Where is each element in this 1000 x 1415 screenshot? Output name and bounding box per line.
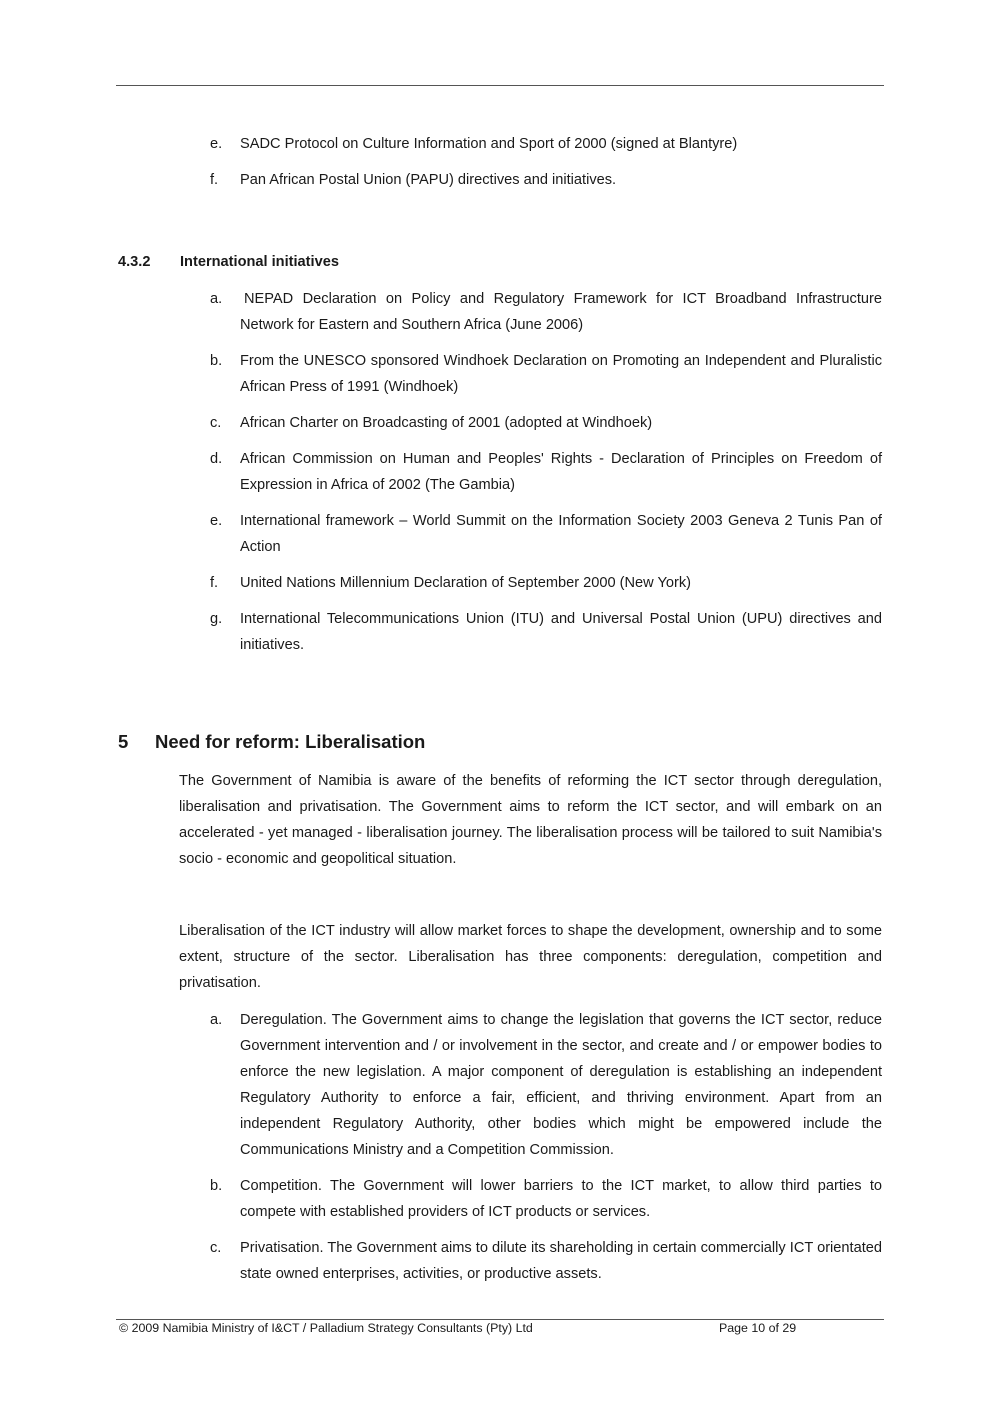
list-text: Privatisation. The Government aims to dilute its shareholding in certain commercially ICT orientated state owned enterprises, activities, or productive assets.	[240, 1240, 882, 1282]
list-top	[0, 131, 1000, 193]
list-marker: e.	[210, 513, 223, 529]
section-title: International initiatives	[180, 254, 339, 270]
list-item	[0, 508, 882, 560]
list-text: Deregulation. The Government aims to change the legislation that governs the ICT sector, reduce Government intervention and / or involvement in the sector, and create and / or empower bodies to enforce the new legislation. A major component of deregulation is establishing an independent Regulatory Authority to enforce a fair, efficient, and thriving environment. Apart from an independent Regulatory Authority, other bodies which might be empowered include the Communications Ministry and a Competition Commission.	[240, 1012, 882, 1158]
list-marker: a.	[210, 291, 223, 307]
footer-copyright: © 2009 Namibia Ministry of I&CT / Palladium Strategy Consultants (Pty) Ltd	[119, 1321, 533, 1335]
list-liberalisation-components	[0, 1007, 1000, 1287]
list-marker: c.	[210, 1240, 222, 1256]
section-number: 5	[118, 731, 129, 752]
list-text: International framework – World Summit on the Information Society 2003 Geneva 2 Tunis Pan of Action	[240, 513, 882, 555]
paragraph: Liberalisation of the ICT industry will allow market forces to shape the development, ownership and to some extent, structure of the sector. Liberalisation has three components: deregulation, competition and privatisation.	[179, 923, 882, 991]
list-item	[0, 1235, 882, 1287]
footer-rule	[116, 1319, 884, 1320]
list-text: NEPAD Declaration on Policy and Regulatory Framework for ICT Broadband Infrastructure Network for Eastern and Southern Africa (June 2006)	[240, 291, 882, 333]
list-text: Competition. The Government will lower barriers to the ICT market, to allow third parties to compete with established providers of ICT products or services.	[240, 1178, 882, 1220]
list-text: African Commission on Human and Peoples' Rights - Declaration of Principles on Freedom of Expression in Africa of 2002 (The Gambia)	[240, 451, 882, 493]
list-item	[0, 410, 882, 436]
header-rule	[116, 85, 884, 86]
list-text: United Nations Millennium Declaration of September 2000 (New York)	[240, 575, 692, 591]
list-marker: g.	[210, 611, 223, 627]
list-text: From the UNESCO sponsored Windhoek Declaration on Promoting an Independent and Pluralistic African Press of 1991 (Windhoek)	[240, 353, 882, 395]
list-item	[0, 606, 882, 658]
list-item	[0, 1173, 882, 1225]
list-international-initiatives	[0, 286, 1000, 658]
section-number: 4.3.2	[118, 254, 151, 270]
list-text: Pan African Postal Union (PAPU) directives and initiatives.	[240, 172, 617, 188]
list-text: International Telecommunications Union (ITU) and Universal Postal Union (UPU) directives and initiatives.	[240, 611, 882, 653]
list-item	[0, 1007, 882, 1163]
list-marker: c.	[210, 415, 222, 431]
list-item	[0, 446, 882, 498]
footer-page-number: Page 10 of 29	[719, 1321, 797, 1335]
list-text: African Charter on Broadcasting of 2001 (adopted at Windhoek)	[240, 415, 653, 431]
list-marker: e.	[210, 136, 223, 152]
list-item	[0, 131, 882, 157]
list-item	[0, 570, 882, 596]
list-text: SADC Protocol on Culture Information and Sport of 2000 (signed at Blantyre)	[240, 136, 738, 152]
list-marker: a.	[210, 1012, 223, 1028]
list-marker: f.	[210, 575, 219, 591]
paragraph: The Government of Namibia is aware of the benefits of reforming the ICT sector through deregulation, liberalisation and privatisation. The Government aims to reform the ICT sector, and will embark on an accelerated - yet managed - liberalisation journey. The liberalisation process will be tailored to suit Namibia's socio - economic and geopolitical situation.	[179, 773, 882, 867]
list-item	[0, 286, 882, 338]
list-item	[0, 348, 882, 400]
list-item	[0, 167, 882, 193]
list-marker: b.	[210, 353, 223, 369]
list-marker: f.	[210, 172, 219, 188]
list-marker: d.	[210, 451, 223, 467]
section-title: Need for reform: Liberalisation	[155, 731, 426, 752]
list-marker: b.	[210, 1178, 223, 1194]
